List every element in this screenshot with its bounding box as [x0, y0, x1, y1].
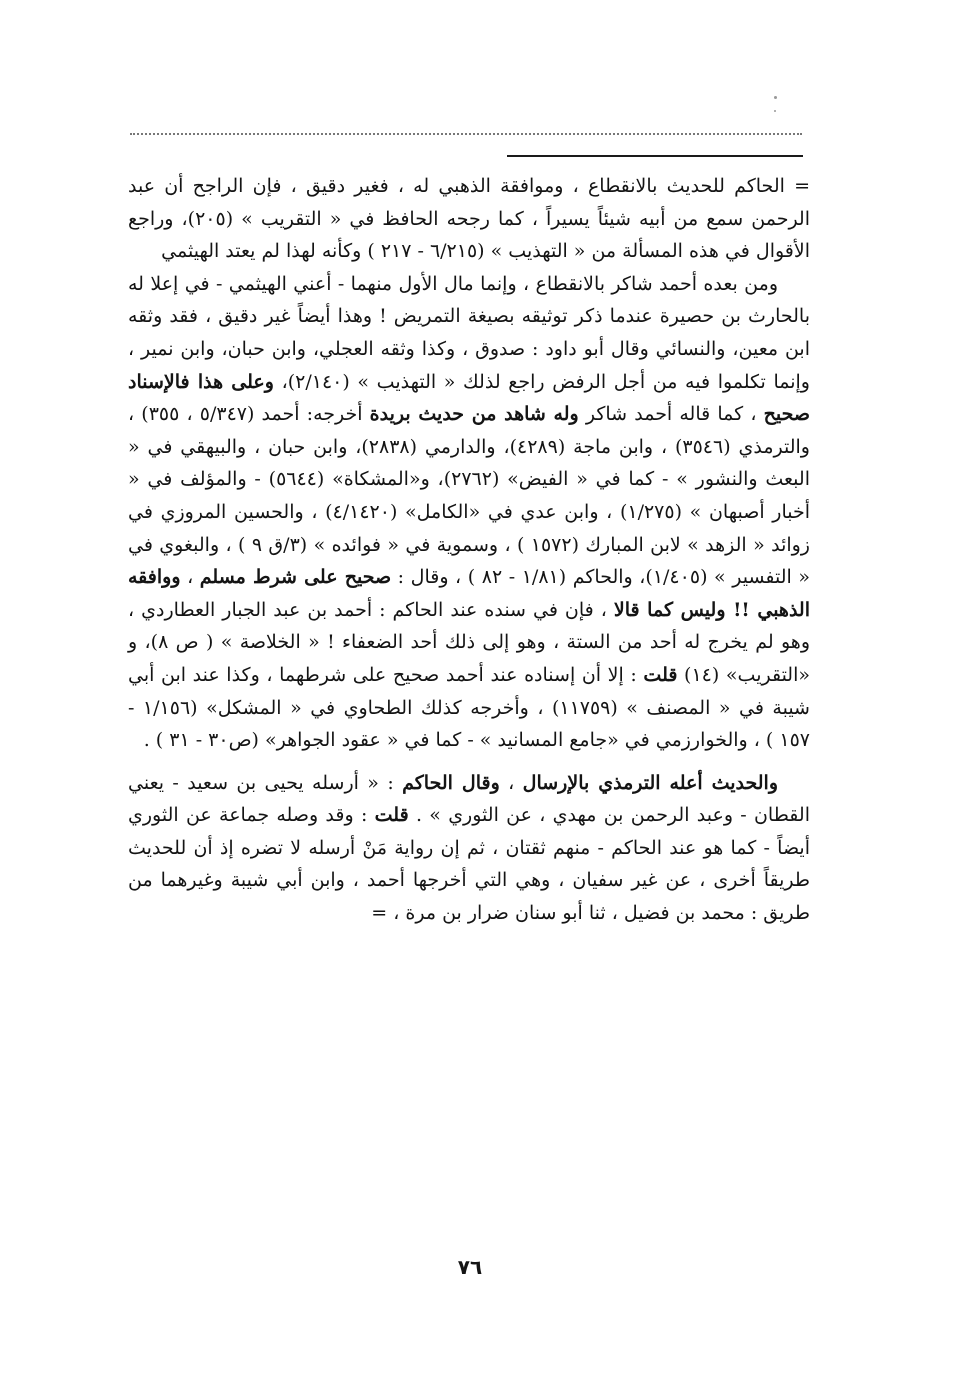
- text-run: ،: [499, 771, 523, 794]
- bold-text-run: وقال الحاكم: [402, 771, 500, 794]
- scan-speck: [774, 110, 776, 112]
- paragraph-2: [128, 268, 810, 757]
- text-run: : « أرسله يحيى بن سعيد - يعني القطان - وعبد الرحمن بن مهدي ، عن الثوري » .: [128, 771, 810, 827]
- bold-text-run: قلت: [643, 663, 678, 686]
- bold-text-run: قلت: [374, 804, 409, 827]
- page-number: ٧٦: [457, 1255, 483, 1279]
- text-run: ، فإن في سنده عند الحاكم : أحمد بن عبد الجبار العطاردي ، وهو لم يخرج له أحد من الستة ، وهو إلى ذلك أحد الضعفاء ! « الخلاصة » ( ص ٨)، و «التقريب» (١٤): [128, 598, 810, 686]
- text-run: : إلا أن إسناده عند أحمد صحيح على شرطهما ، وكذا عند ابن أبي شيبة في « المصنف » (١١٧٥٩) ، وأخرجه كذلك الطحاوي في « المشكل» (١/١٥٦ - ١٥٧ ) ، والخوارزمي في «جامع المسانيد » - كما في « عقود الجواهر» (ص٣٠ - ٣١ ) .: [128, 663, 810, 752]
- text-run: : وقد وصله جماعة عن الثوري أيضاً - كما هو عند الحاكم - منهم ثقتان ، ثم إن رواية مَنْ أرسله لا تضره إذ أن للحديث طريقاً أخرى ، عن غير سفيان ، وهي التي أخرجها أحمد ، وابن أبي شيبة وغيرهما من طريق : محمد بن فضيل ، ثنا أبو سنان ضرار بن مرة ، =: [128, 804, 810, 925]
- text-run: ، كما قاله أحمد شاكر: [578, 403, 764, 426]
- scan-speck: [774, 96, 777, 99]
- bold-text-run: صحيح على شرط مسلم: [199, 566, 392, 589]
- footnote-body: [128, 170, 810, 930]
- text-run: أخرجه: أحمد (٥/٣٤٧ ، ٣٥٥) ، والترمذي (٣٥٤٦) ، وابن ماجة (٤٢٨٩)، والدارمي (٢٨٣٨)، وابن حبان ، والبيهقي في « البعث والنشور » - كما في « الفيض» (٢٧٦٢)، و«المشكاة» (٥٦٤٤) - والمؤلف في « أخبار أصبهان » (١/٢٧٥) ، وابن عدي في «الكامل» (٤/١٤٢٠) ، والحسين المروزي في زوائد « الزهد » لابن المبارك (١٥٧٢ ) ، وسموية في « فوائده » (٣/ق ٩ ) ، والبغوي في « التفسير » (١/٤٠٥)، والحاكم (١/٨١ - ٨٢ ) ، وقال :: [128, 403, 810, 589]
- bold-text-run: ووافقه الذهبي !! وليس كما قالا: [128, 566, 810, 621]
- text-run: ومن بعده أحمد شاكر بالانقطاع ، وإنما مال الأول منهما - أعني الهيثمي - في إعلا له بالحارث بن حصيرة عندما ذكر توثيقه بصيغة التمريض ! وهذا أيضاً غير دقيق ، فقد وثقه ابن معين، والنسائي وقال أبو داود : صدوق ، وكذا وثقه العجلي، وابن حبان، وابن نمير ، وإنما تكلموا فيه من أجل الرفض راجع لذلك « التهذيب » (٢/١٤٠)،: [128, 272, 810, 393]
- bold-text-run: وله شاهد من حديث بريدة: [369, 403, 579, 426]
- bold-text-run: والحديث أعله الترمذي بالإرسال: [522, 771, 778, 794]
- header-dotted-divider: [130, 133, 802, 135]
- paragraph-1: [128, 170, 810, 268]
- text-run: ،: [180, 566, 200, 589]
- text-run: = الحاكم للحديث بالانقطاع ، وموافقة الذهبي له ، فغير دقيق ، فإن الراجح أن عبد الرحمن سمع من أبيه شيئاً يسيراً ، كما رجحه الحافظ في « التقريب » (٢٠٥)، وراجع الأقوال في هذه المسألة من « التهذيب » (٦/٢١٥ - ٢١٧ ) وكأنه لهذا لم يعتد الهيثمي: [128, 175, 810, 263]
- bold-text-run: وعلى هذا فالإسناد صحيح: [128, 370, 810, 426]
- paragraph-3: [128, 767, 810, 930]
- footnote-separator-rule: [507, 155, 803, 157]
